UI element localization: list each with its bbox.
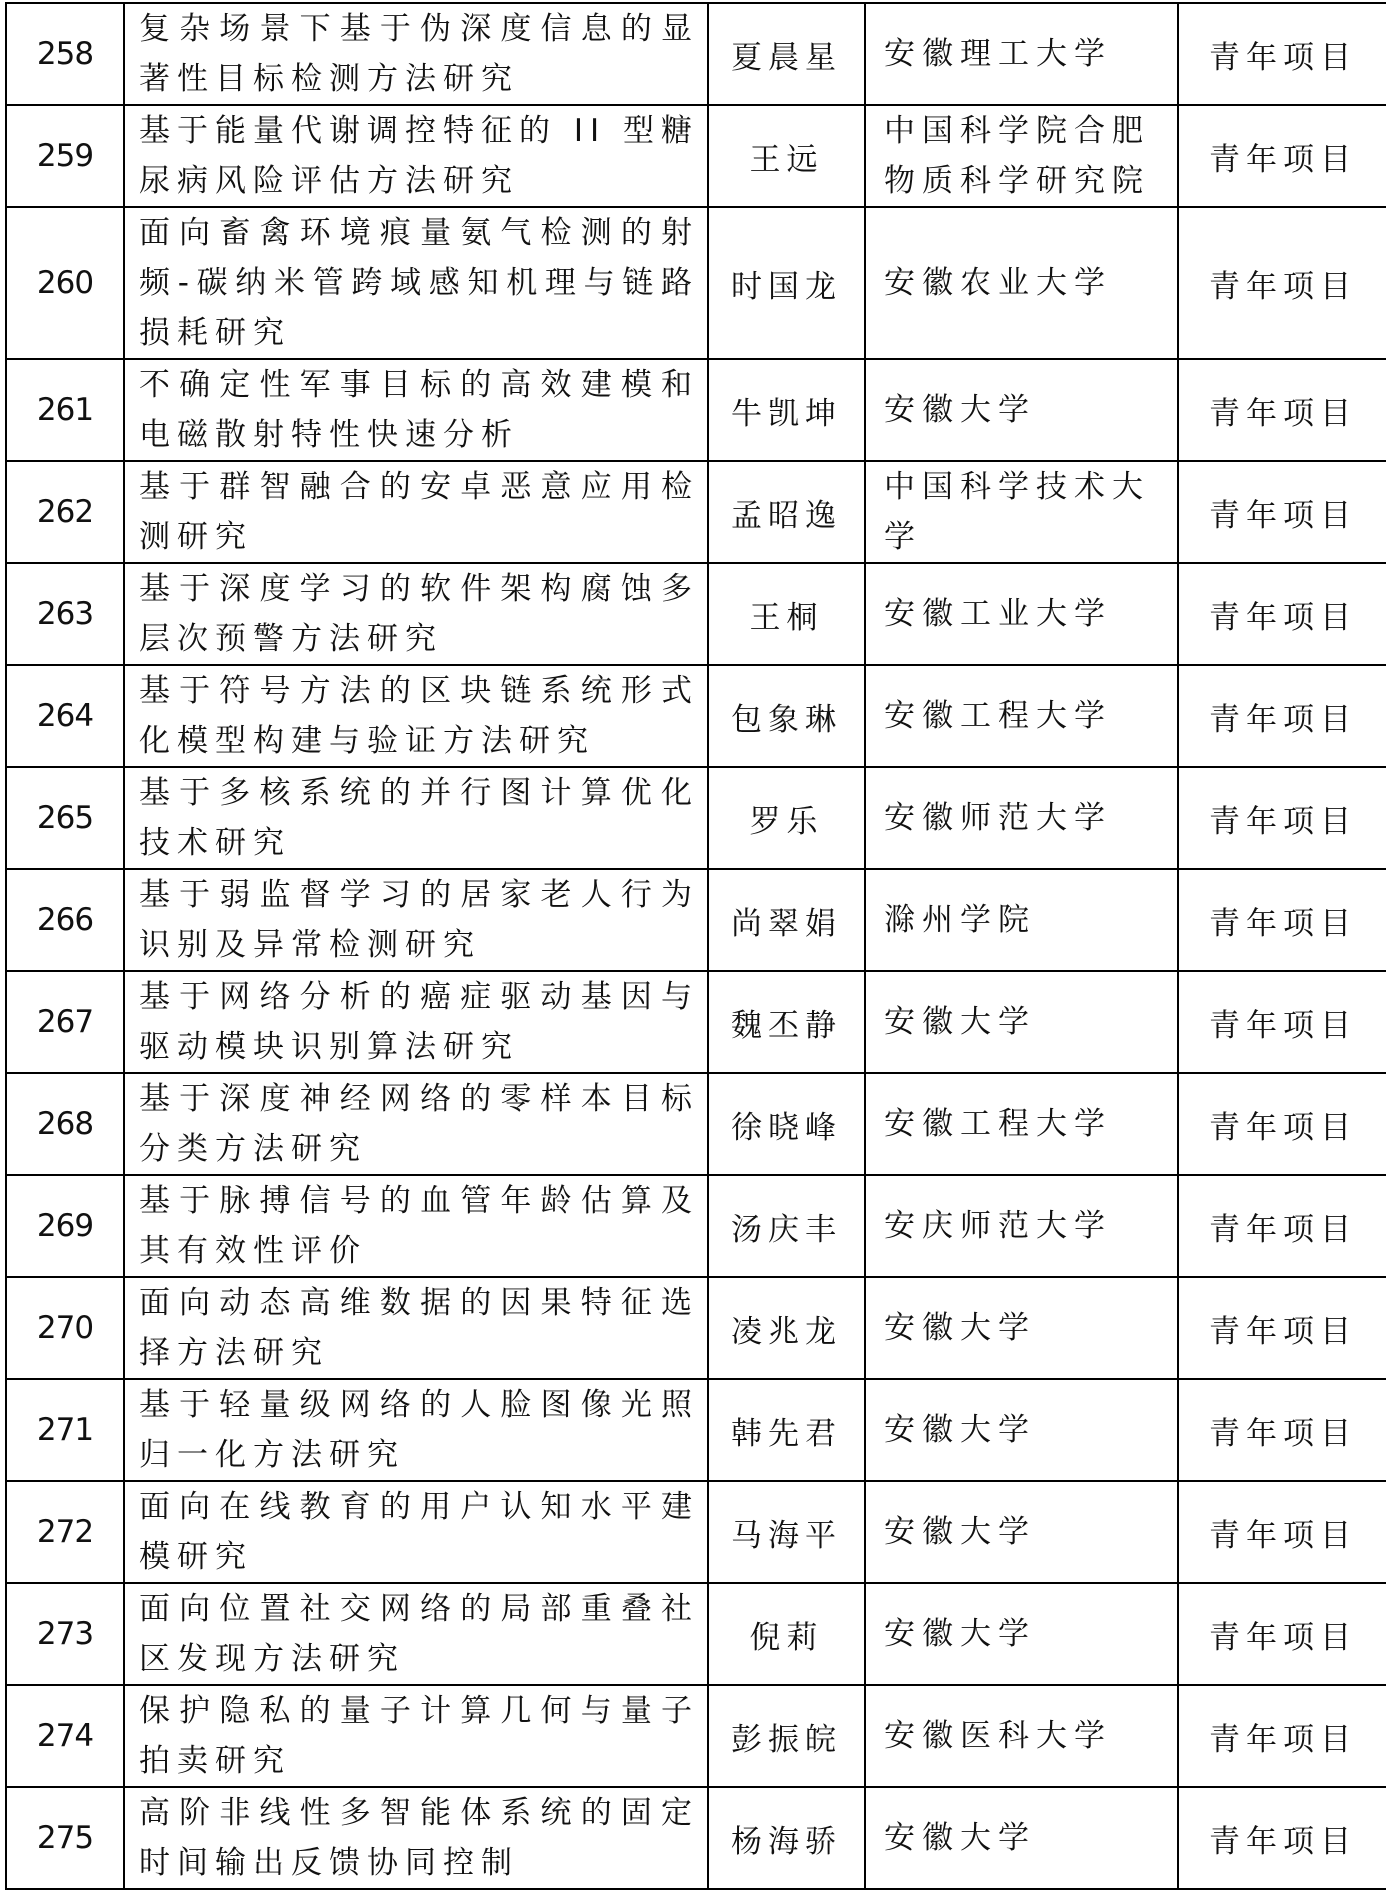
row-number: 258 [6,3,124,105]
institution: 安徽大学 [865,1787,1178,1889]
project-title: 基于网络分析的癌症驱动基因与驱动模块识别算法研究 [124,971,708,1073]
row-number: 272 [6,1481,124,1583]
principal-investigator: 夏晨星 [708,3,865,105]
project-title: 基于群智融合的安卓恶意应用检测研究 [124,461,708,563]
row-number: 268 [6,1073,124,1175]
project-title: 基于深度学习的软件架构腐蚀多层次预警方法研究 [124,563,708,665]
institution: 安徽大学 [865,1277,1178,1379]
table-row [6,461,1386,563]
institution: 安徽大学 [865,1379,1178,1481]
project-title: 面向位置社交网络的局部重叠社区发现方法研究 [124,1583,708,1685]
project-title: 不确定性军事目标的高效建模和电磁散射特性快速分析 [124,359,708,461]
project-type: 青年项目 [1178,1583,1386,1685]
table-row [6,1685,1386,1787]
project-type: 青年项目 [1178,767,1386,869]
table-row [6,1787,1386,1889]
institution: 安徽师范大学 [865,767,1178,869]
table-row [6,105,1386,207]
row-number: 275 [6,1787,124,1889]
institution: 安徽工程大学 [865,665,1178,767]
institution: 中国科学技术大学 [865,461,1178,563]
table-body [6,3,1386,1889]
project-title: 基于轻量级网络的人脸图像光照归一化方法研究 [124,1379,708,1481]
row-number: 267 [6,971,124,1073]
institution: 中国科学院合肥物质科学研究院 [865,105,1178,207]
table-row [6,1481,1386,1583]
table-row [6,1175,1386,1277]
table-row [6,1379,1386,1481]
table-row [6,1277,1386,1379]
project-title: 基于符号方法的区块链系统形式化模型构建与验证方法研究 [124,665,708,767]
institution: 安徽大学 [865,1583,1178,1685]
row-number: 262 [6,461,124,563]
project-type: 青年项目 [1178,359,1386,461]
principal-investigator: 汤庆丰 [708,1175,865,1277]
principal-investigator: 马海平 [708,1481,865,1583]
table-row [6,359,1386,461]
row-number: 273 [6,1583,124,1685]
project-type: 青年项目 [1178,1379,1386,1481]
project-type: 青年项目 [1178,1787,1386,1889]
row-number: 271 [6,1379,124,1481]
project-type: 青年项目 [1178,1481,1386,1583]
project-type: 青年项目 [1178,3,1386,105]
row-number: 264 [6,665,124,767]
project-title: 保护隐私的量子计算几何与量子拍卖研究 [124,1685,708,1787]
project-type: 青年项目 [1178,1277,1386,1379]
principal-investigator: 徐晓峰 [708,1073,865,1175]
institution: 安徽大学 [865,359,1178,461]
table-row [6,3,1386,105]
project-type: 青年项目 [1178,1073,1386,1175]
project-title: 基于脉搏信号的血管年龄估算及其有效性评价 [124,1175,708,1277]
table-row [6,1073,1386,1175]
row-number: 266 [6,869,124,971]
project-title: 基于深度神经网络的零样本目标分类方法研究 [124,1073,708,1175]
institution: 安徽理工大学 [865,3,1178,105]
principal-investigator: 时国龙 [708,207,865,359]
principal-investigator: 倪莉 [708,1583,865,1685]
principal-investigator: 王桐 [708,563,865,665]
project-title: 面向在线教育的用户认知水平建模研究 [124,1481,708,1583]
row-number: 260 [6,207,124,359]
project-title: 高阶非线性多智能体系统的固定时间输出反馈协同控制 [124,1787,708,1889]
project-title: 面向动态高维数据的因果特征选择方法研究 [124,1277,708,1379]
project-title: 基于能量代谢调控特征的 II 型糖尿病风险评估方法研究 [124,105,708,207]
table-row [6,971,1386,1073]
project-type: 青年项目 [1178,461,1386,563]
project-type: 青年项目 [1178,971,1386,1073]
row-number: 270 [6,1277,124,1379]
institution: 安徽农业大学 [865,207,1178,359]
table-row [6,767,1386,869]
institution: 安徽工程大学 [865,1073,1178,1175]
project-type: 青年项目 [1178,207,1386,359]
principal-investigator: 凌兆龙 [708,1277,865,1379]
principal-investigator: 彭振皖 [708,1685,865,1787]
institution: 安徽大学 [865,1481,1178,1583]
row-number: 263 [6,563,124,665]
row-number: 261 [6,359,124,461]
project-title: 基于弱监督学习的居家老人行为识别及异常检测研究 [124,869,708,971]
table-row [6,1583,1386,1685]
principal-investigator: 罗乐 [708,767,865,869]
table-row [6,207,1386,359]
project-table [5,2,1386,1890]
project-type: 青年项目 [1178,1685,1386,1787]
principal-investigator: 韩先君 [708,1379,865,1481]
project-title: 复杂场景下基于伪深度信息的显著性目标检测方法研究 [124,3,708,105]
principal-investigator: 魏丕静 [708,971,865,1073]
table-row [6,665,1386,767]
institution: 安徽大学 [865,971,1178,1073]
project-type: 青年项目 [1178,869,1386,971]
project-type: 青年项目 [1178,1175,1386,1277]
institution: 安徽医科大学 [865,1685,1178,1787]
institution: 安庆师范大学 [865,1175,1178,1277]
principal-investigator: 尚翠娟 [708,869,865,971]
row-number: 269 [6,1175,124,1277]
project-type: 青年项目 [1178,563,1386,665]
principal-investigator: 王远 [708,105,865,207]
row-number: 259 [6,105,124,207]
institution: 滁州学院 [865,869,1178,971]
principal-investigator: 包象琳 [708,665,865,767]
table-row [6,869,1386,971]
institution: 安徽工业大学 [865,563,1178,665]
principal-investigator: 孟昭逸 [708,461,865,563]
principal-investigator: 杨海骄 [708,1787,865,1889]
project-title: 基于多核系统的并行图计算优化技术研究 [124,767,708,869]
principal-investigator: 牛凯坤 [708,359,865,461]
table-row [6,563,1386,665]
row-number: 274 [6,1685,124,1787]
row-number: 265 [6,767,124,869]
project-title: 面向畜禽环境痕量氨气检测的射频-碳纳米管跨域感知机理与链路损耗研究 [124,207,708,359]
project-type: 青年项目 [1178,665,1386,767]
project-type: 青年项目 [1178,105,1386,207]
